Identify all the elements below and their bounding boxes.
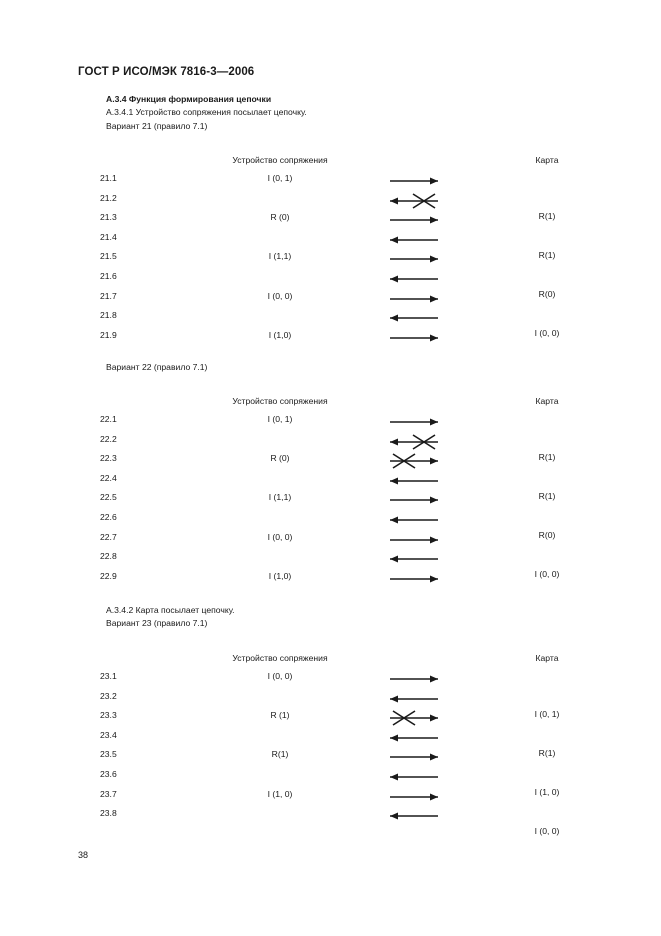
column-header-device: Устройство сопряжения (232, 155, 328, 165)
step-number: 23.4 (100, 729, 117, 740)
step-number: 21.9 (100, 329, 117, 340)
document-header: ГОСТ Р ИСО/МЭК 7816-3—2006 (78, 66, 255, 78)
device-message: I (1,1) (268, 492, 292, 503)
card-message: R(1) (538, 747, 556, 758)
subsection-description: А.3.4.1 Устройство сопряжения посылает цепочку. (106, 107, 307, 117)
card-message: I (1, 0) (534, 787, 560, 797)
step-number: 22.2 (100, 433, 117, 444)
arrow-left-icon (386, 434, 442, 452)
step-number: 21.2 (100, 192, 117, 203)
card-message: I (0, 0) (534, 569, 560, 580)
device-message: R (0) (270, 453, 290, 464)
arrow-right-icon (386, 532, 442, 550)
column-header-card: Карта (535, 155, 559, 165)
step-number: 21.3 (100, 212, 117, 223)
arrow-right-icon (386, 571, 442, 589)
arrow-left-icon (386, 271, 442, 289)
device-message: I (0, 1) (267, 173, 293, 183)
card-message: R(0) (538, 289, 556, 299)
step-number: 22.6 (100, 512, 117, 522)
column-header-device: Устройство сопряжения (232, 653, 328, 663)
step-number: 22.5 (100, 492, 117, 503)
arrow-right-icon (386, 492, 442, 510)
arrow-right-icon (386, 414, 442, 432)
device-message: R (1) (270, 710, 290, 721)
card-message: R(1) (538, 490, 556, 501)
variant-title: Вариант 23 (правило 7.1) (106, 618, 208, 628)
step-number: 21.6 (100, 271, 117, 281)
arrow-right-icon (386, 671, 442, 689)
step-number: 22.3 (100, 453, 117, 464)
arrow-right-icon (386, 251, 442, 269)
card-message: R(1) (538, 249, 556, 260)
section-title: А.3.4 Функция формирования цепочки (106, 94, 272, 104)
column-header-card: Карта (535, 653, 559, 663)
step-number: 23.1 (100, 671, 117, 681)
step-number: 22.1 (100, 414, 117, 424)
step-number: 21.7 (100, 290, 117, 301)
arrow-left-icon (386, 310, 442, 328)
step-number: 21.1 (100, 173, 117, 183)
step-number: 23.6 (100, 769, 117, 779)
arrow-right-icon (386, 212, 442, 230)
arrow-left-icon (386, 730, 442, 748)
device-message: I (0, 0) (267, 290, 293, 301)
arrow-right-icon (386, 789, 442, 807)
card-message: I (0, 0) (534, 826, 560, 837)
step-number: 23.5 (100, 749, 117, 760)
variant-title: Вариант 22 (правило 7.1) (106, 362, 208, 372)
card-message: R(1) (538, 210, 556, 221)
device-message: I (1,1) (268, 251, 292, 262)
arrow-left-icon (386, 691, 442, 709)
device-message: I (1, 0) (267, 788, 293, 799)
device-message: I (0, 0) (267, 671, 293, 681)
step-number: 22.9 (100, 570, 117, 581)
device-message: I (1,0) (268, 329, 292, 340)
device-message: I (0, 0) (267, 531, 293, 542)
arrow-right-icon (386, 330, 442, 348)
column-header-card: Карта (535, 396, 559, 406)
arrow-left-icon (386, 551, 442, 569)
page-number: 38 (78, 850, 89, 860)
step-number: 23.7 (100, 788, 117, 799)
card-message: I (0, 0) (534, 328, 560, 339)
step-number: 21.8 (100, 310, 117, 321)
variant-title: Вариант 21 (правило 7.1) (106, 121, 208, 131)
device-message: I (1,0) (268, 570, 292, 581)
step-number: 22.7 (100, 531, 117, 542)
arrow-left-icon (386, 769, 442, 787)
step-number: 22.4 (100, 472, 117, 483)
step-number: 23.2 (100, 690, 117, 701)
card-message: I (0, 1) (534, 708, 560, 719)
arrow-right-icon (386, 173, 442, 191)
device-message: R (0) (270, 212, 290, 223)
column-header-device: Устройство сопряжения (232, 396, 328, 406)
card-message: R(0) (538, 530, 556, 540)
arrow-left-icon (386, 512, 442, 530)
step-number: 22.8 (100, 551, 117, 562)
step-number: 21.5 (100, 251, 117, 262)
device-message: R(1) (271, 749, 289, 760)
step-number: 23.8 (100, 808, 117, 819)
arrow-right-icon (386, 710, 442, 728)
step-number: 21.4 (100, 231, 117, 242)
arrow-right-icon (386, 291, 442, 309)
device-message: I (0, 1) (267, 414, 293, 424)
arrow-left-icon (386, 193, 442, 211)
arrow-left-icon (386, 473, 442, 491)
step-number: 23.3 (100, 710, 117, 721)
arrow-left-icon (386, 232, 442, 250)
subsection-description: А.3.4.2 Карта посылает цепочку. (106, 605, 235, 615)
arrow-right-icon (386, 453, 442, 471)
arrow-left-icon (386, 808, 442, 826)
card-message: R(1) (538, 451, 556, 462)
arrow-right-icon (386, 749, 442, 767)
